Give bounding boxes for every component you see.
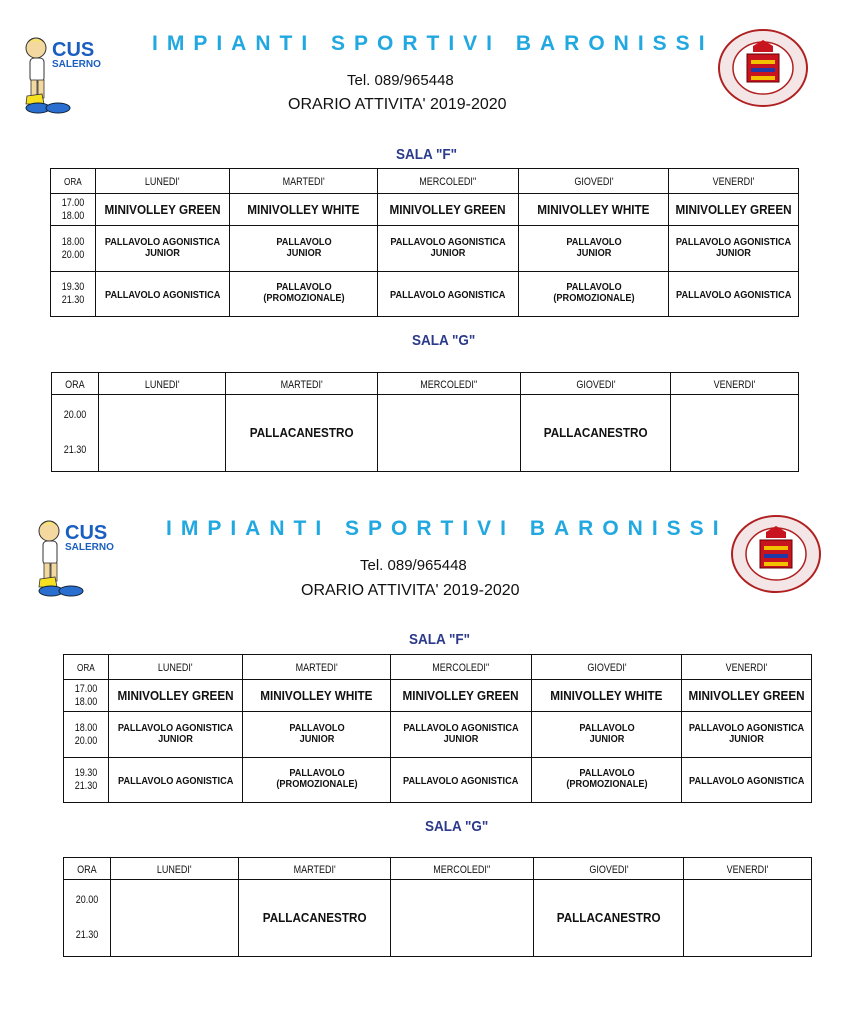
cus-logo-text: CUS bbox=[52, 39, 95, 61]
sala-g-title: SALA "G" bbox=[412, 332, 476, 349]
activity-cell: MINIVOLLEY GREEN bbox=[378, 194, 519, 226]
activity-cell bbox=[378, 395, 521, 472]
activity-cell: PALLAVOLO AGONISTICA bbox=[378, 272, 519, 317]
time-cell: 20.00 21.30 bbox=[52, 395, 99, 472]
header-cell: VENERDI' bbox=[671, 373, 799, 395]
header-cell: MARTEDI' bbox=[243, 655, 391, 680]
header-cell: GIOVEDI' bbox=[534, 858, 684, 880]
sala-g-table bbox=[63, 857, 812, 957]
table-row bbox=[64, 712, 812, 758]
time-cell: 18.00 20.00 bbox=[64, 712, 109, 758]
activity-cell: MINIVOLLEY WHITE bbox=[532, 680, 682, 712]
activity-cell bbox=[391, 880, 534, 957]
activity-cell: PALLAVOLO JUNIOR bbox=[243, 712, 391, 758]
time-cell: 19.30 21.30 bbox=[64, 758, 109, 803]
activity-cell: PALLAVOLO AGONISTICA JUNIOR bbox=[669, 226, 799, 272]
activity-cell: PALLACANESTRO bbox=[239, 880, 391, 957]
table-header-row bbox=[51, 169, 799, 194]
table-row bbox=[52, 395, 799, 472]
activity-cell bbox=[99, 395, 226, 472]
page-title: IMPIANTI SPORTIVI BARONISSI bbox=[152, 32, 714, 55]
activity-cell: PALLAVOLO JUNIOR bbox=[230, 226, 378, 272]
header-cell: MARTEDI' bbox=[226, 373, 378, 395]
header-cell: ORA bbox=[51, 169, 96, 194]
header-cell: ORA bbox=[64, 858, 111, 880]
sala-f-title: SALA "F" bbox=[409, 631, 471, 648]
activity-cell: MINIVOLLEY WHITE bbox=[243, 680, 391, 712]
activity-cell: PALLAVOLO (PROMOZIONALE) bbox=[532, 758, 682, 803]
header-cell: GIOVEDI' bbox=[532, 655, 682, 680]
activity-cell: PALLAVOLO AGONISTICA bbox=[391, 758, 532, 803]
time-cell: 19.30 21.30 bbox=[51, 272, 96, 317]
header-cell: LUNEDI' bbox=[111, 858, 239, 880]
activity-cell: PALLAVOLO AGONISTICA JUNIOR bbox=[96, 226, 230, 272]
telephone: Tel. 089/965448 bbox=[347, 72, 454, 89]
header-cell: GIOVEDI' bbox=[521, 373, 671, 395]
table-header-row bbox=[52, 373, 799, 395]
table-row bbox=[64, 880, 812, 957]
header-cell: ORA bbox=[64, 655, 109, 680]
cus-salerno-logo bbox=[22, 36, 114, 116]
activity-cell: PALLAVOLO AGONISTICA JUNIOR bbox=[109, 712, 243, 758]
cus-logo-sub: SALERNO bbox=[52, 59, 101, 70]
activity-cell: PALLAVOLO AGONISTICA bbox=[96, 272, 230, 317]
schedule-subtitle: ORARIO ATTIVITA' 2019-2020 bbox=[301, 582, 520, 599]
header-cell: VENERDI' bbox=[684, 858, 812, 880]
telephone: Tel. 089/965448 bbox=[360, 557, 467, 574]
table-row bbox=[64, 680, 812, 712]
header-cell: MARTEDI' bbox=[230, 169, 378, 194]
activity-cell: PALLACANESTRO bbox=[521, 395, 671, 472]
sala-g-table bbox=[51, 372, 799, 472]
header-cell: GIOVEDI' bbox=[519, 169, 669, 194]
activity-cell: PALLAVOLO AGONISTICA JUNIOR bbox=[682, 712, 812, 758]
header-cell: VENERDI' bbox=[669, 169, 799, 194]
sala-f-table bbox=[50, 168, 799, 317]
header-cell: VENERDI' bbox=[682, 655, 812, 680]
header-cell: LUNEDI' bbox=[99, 373, 226, 395]
time-cell: 17.00 18.00 bbox=[64, 680, 109, 712]
university-seal-logo bbox=[717, 28, 809, 108]
activity-cell: PALLAVOLO (PROMOZIONALE) bbox=[519, 272, 669, 317]
activity-cell: MINIVOLLEY GREEN bbox=[669, 194, 799, 226]
activity-cell: MINIVOLLEY GREEN bbox=[391, 680, 532, 712]
header-cell: ORA bbox=[52, 373, 99, 395]
activity-cell: PALLAVOLO JUNIOR bbox=[532, 712, 682, 758]
table-header-row bbox=[64, 858, 812, 880]
activity-cell: PALLACANESTRO bbox=[534, 880, 684, 957]
activity-cell: PALLAVOLO AGONISTICA bbox=[669, 272, 799, 317]
activity-cell bbox=[684, 880, 812, 957]
header-cell: LUNEDI' bbox=[109, 655, 243, 680]
activity-cell bbox=[671, 395, 799, 472]
table-row bbox=[51, 194, 799, 226]
sala-f-table bbox=[63, 654, 812, 803]
university-seal-logo bbox=[730, 514, 822, 594]
activity-cell: MINIVOLLEY WHITE bbox=[230, 194, 378, 226]
header-cell: MERCOLEDI'' bbox=[378, 373, 521, 395]
cus-salerno-logo bbox=[35, 518, 127, 600]
page-title: IMPIANTI SPORTIVI BARONISSI bbox=[166, 517, 728, 540]
activity-cell: PALLAVOLO AGONISTICA bbox=[109, 758, 243, 803]
activity-cell: MINIVOLLEY GREEN bbox=[682, 680, 812, 712]
header-cell: MERCOLEDI'' bbox=[378, 169, 519, 194]
activity-cell: PALLAVOLO JUNIOR bbox=[519, 226, 669, 272]
time-cell: 17.00 18.00 bbox=[51, 194, 96, 226]
header-cell: LUNEDI' bbox=[96, 169, 230, 194]
activity-cell: PALLAVOLO AGONISTICA JUNIOR bbox=[391, 712, 532, 758]
schedule-block-1 bbox=[0, 0, 858, 500]
sala-g-title: SALA "G" bbox=[425, 818, 489, 835]
activity-cell: PALLAVOLO AGONISTICA JUNIOR bbox=[378, 226, 519, 272]
table-row bbox=[51, 272, 799, 317]
sala-f-title: SALA "F" bbox=[396, 146, 458, 163]
table-row bbox=[51, 226, 799, 272]
activity-cell: PALLACANESTRO bbox=[226, 395, 378, 472]
activity-cell: PALLAVOLO AGONISTICA bbox=[682, 758, 812, 803]
time-cell: 20.00 21.30 bbox=[64, 880, 111, 957]
activity-cell: PALLAVOLO (PROMOZIONALE) bbox=[243, 758, 391, 803]
cus-logo-sub: SALERNO bbox=[65, 542, 114, 553]
schedule-subtitle: ORARIO ATTIVITA' 2019-2020 bbox=[288, 96, 507, 113]
time-cell: 18.00 20.00 bbox=[51, 226, 96, 272]
activity-cell: MINIVOLLEY WHITE bbox=[519, 194, 669, 226]
cus-logo-text: CUS bbox=[65, 522, 108, 544]
table-header-row bbox=[64, 655, 812, 680]
activity-cell: MINIVOLLEY GREEN bbox=[96, 194, 230, 226]
activity-cell: MINIVOLLEY GREEN bbox=[109, 680, 243, 712]
table-row bbox=[64, 758, 812, 803]
activity-cell bbox=[111, 880, 239, 957]
header-cell: MARTEDI' bbox=[239, 858, 391, 880]
header-cell: MERCOLEDI'' bbox=[391, 655, 532, 680]
activity-cell: PALLAVOLO (PROMOZIONALE) bbox=[230, 272, 378, 317]
header-cell: MERCOLEDI'' bbox=[391, 858, 534, 880]
